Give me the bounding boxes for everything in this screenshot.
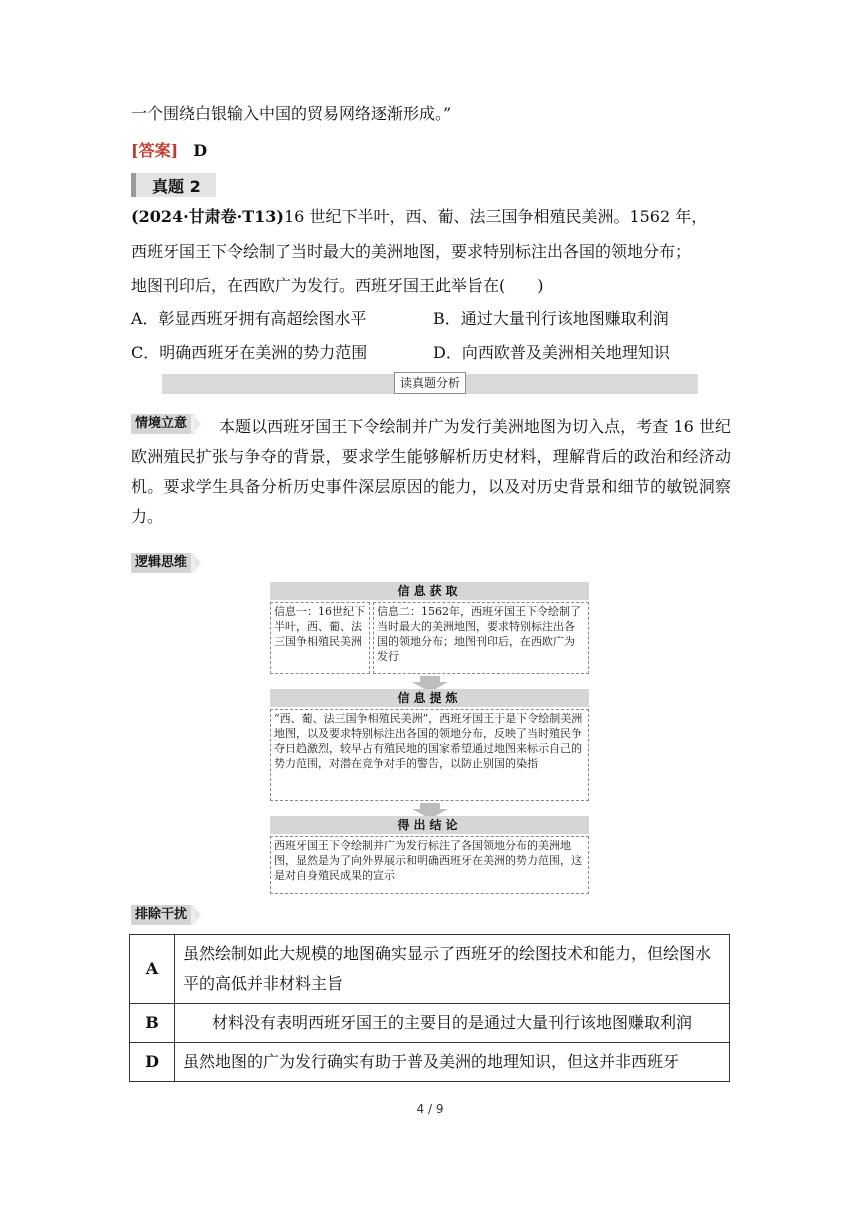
question-title-box	[131, 173, 216, 197]
flow-info-1: 信息一：16世纪下半叶，西、葡、法三国争相殖民美洲	[270, 602, 370, 674]
table-row	[130, 1004, 730, 1043]
option-a: A．彰显西班牙拥有高超绘图水平	[131, 309, 367, 328]
option-b: B．通过大量刊行该地图赚取利润	[433, 309, 669, 328]
question-source: (2024·甘肃卷·T13)	[131, 207, 284, 226]
question-line-3: 地图刊印后，在西欧广为发行。西班牙国王此举旨在( )	[131, 276, 544, 295]
flow-step-info-title: 信息获取	[270, 582, 589, 600]
page-number: 4 / 9	[416, 1102, 444, 1116]
table-row	[130, 1043, 730, 1082]
row-key: D	[130, 1043, 175, 1082]
analysis-bar	[162, 374, 698, 394]
question-line-1-text: 16 世纪下半叶，西、葡、法三国争相殖民美洲。1562 年，	[284, 207, 708, 226]
flow-step-conclusion-title: 得出结论	[270, 816, 589, 834]
intro-line: 一个围绕白银输入中国的贸易网络逐渐形成。”	[131, 104, 452, 123]
exclude-tag: 排除干扰	[131, 905, 195, 925]
answer-label: [答案]	[131, 141, 179, 160]
analysis-bar-label: 读真题分析	[394, 372, 466, 394]
exclude-table	[129, 934, 730, 1082]
flow-step-refine-title: 信息提炼	[270, 689, 589, 707]
row-key: A	[130, 935, 175, 1004]
context-paragraph: 本题以西班牙国王下令绘制并广为发行美洲地图为切入点，考查 16 世纪欧洲殖民扩张与争夺的背景，要求学生能够解析历史材料，理解背后的政治和经济动机。要求学生具备分析历史事件深层原因的能力，以及对历史背景和细节的敏锐洞察力。	[131, 417, 731, 526]
option-d: D．向西欧普及美洲相关地理知识	[433, 343, 670, 362]
row-text: 材料没有表明西班牙国王的主要目的是通过大量刊行该地图赚取利润	[175, 1004, 730, 1043]
row-text: 虽然地图的广为发行确实有助于普及美洲的地理知识，但这并非西班牙	[175, 1043, 730, 1082]
table-row	[130, 935, 730, 1004]
context-tag: 情境立意	[131, 414, 195, 434]
answer-line	[131, 140, 207, 162]
logic-tag: 逻辑思维	[131, 553, 195, 573]
question-line-2: 西班牙国王下令绘制了当时最大的美洲地图，要求特别标注出各国的领地分布；	[131, 242, 692, 261]
flow-info-2: 信息二：1562年，西班牙国王下令绘制了当时最大的美洲地图，要求特别标注出各国的领地分布；地图刊印后，在西欧广为发行	[373, 602, 589, 674]
flow-refine: “西、葡、法三国争相殖民美洲”，西班牙国王于是下令绘制美洲地图，以及要求特别标注出各国的领地分布，反映了当时殖民争夺日趋激烈，较早占有殖民地的国家希望通过地图来标示自己的势力范围，对潜在竞争对手的警告，以防止别国的染指	[270, 709, 589, 801]
flow-conclusion: 西班牙国王下令绘制并广为发行标注了各国领地分布的美洲地图，显然是为了向外界展示和明确西班牙在美洲的势力范围，这是对自身殖民成果的宣示	[270, 836, 589, 894]
question-title: 真题 2	[152, 177, 201, 196]
row-key: B	[130, 1004, 175, 1043]
option-c: C．明确西班牙在美洲的势力范围	[131, 343, 368, 362]
question-line-1	[131, 206, 707, 228]
answer-value: D	[193, 141, 208, 160]
row-text: 虽然绘制如此大规模的地图确实显示了西班牙的绘图技术和能力，但绘图水平的高低并非材料主旨	[175, 935, 730, 1004]
